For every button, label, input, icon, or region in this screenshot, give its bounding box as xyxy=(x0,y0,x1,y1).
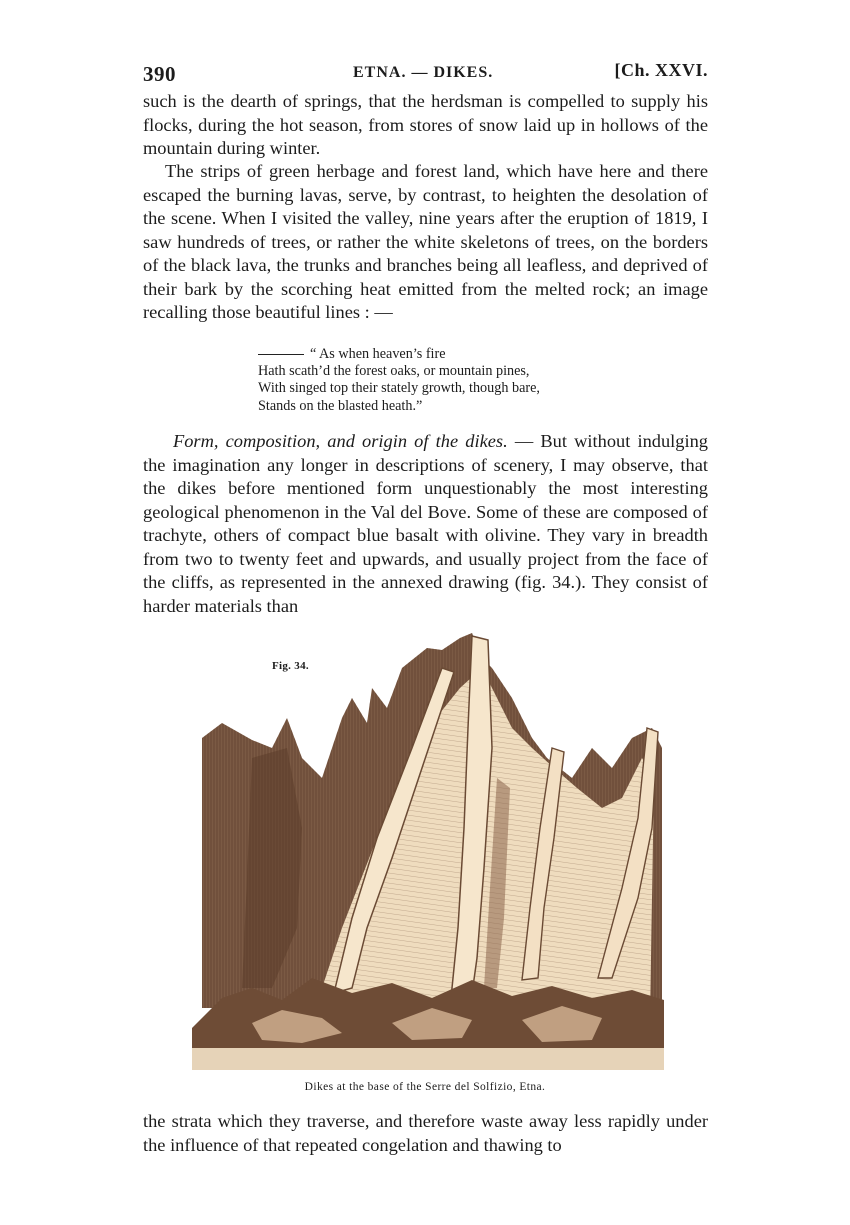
paragraph-dikes xyxy=(143,430,708,618)
dikes-engraving xyxy=(192,628,664,1070)
quote-line-1 xyxy=(258,346,638,363)
poetry-quote xyxy=(258,346,638,415)
section-heading: Form, composition, and origin of the dikes. xyxy=(173,431,508,451)
figure-label: Fig. 34. xyxy=(272,660,309,672)
paragraph-text: the strata which they traverse, and therefore waste away less rapidly under the influence of that repeated congelation and thawing to xyxy=(143,1111,708,1155)
page-number: 390 xyxy=(143,62,176,86)
paragraph-springs xyxy=(143,90,708,161)
quote-line-4: Stands on the blasted heath.” xyxy=(258,397,423,414)
foreground-base xyxy=(192,1048,664,1070)
quote-line-3: With singed top their stately growth, though bare, xyxy=(258,380,540,397)
paragraph-text: The strips of green herbage and forest land, which have here and there escaped the burning lavas, serve, by contrast, to heighten the desolation of the scene. When I visited the valley, nine years after the eruption of 1819, I saw hundreds of trees, or rather the white skeletons of trees, on the borders of the black lava, the trunks and branches being all leafless, and deprived of their bark by the scorching heat emitted from the melted rock; an image recalling those beautiful lines : — xyxy=(143,161,708,322)
chapter-reference: [Ch. XXVI. xyxy=(614,60,708,80)
running-head xyxy=(143,58,708,90)
quote-line-1-text: “ As when heaven’s fire xyxy=(310,346,446,362)
running-title: ETNA. — DIKES. xyxy=(353,64,494,81)
paragraph-text xyxy=(143,430,708,618)
em-rule xyxy=(258,354,304,355)
paragraph-continuation xyxy=(143,1110,708,1157)
figure-caption: Dikes at the base of the Serre del Solfizio, Etna. xyxy=(304,1081,546,1093)
paragraph-forest xyxy=(143,160,708,325)
paragraph-body: — But without indulging the imagination any longer in descriptions of scenery, I may observe, that the dikes before mentioned form unquestionably the most interesting geological phenomenon in the Val del Bove. Some of these are composed of trachyte, others of compact blue basalt with olivine. They vary in breadth from two to twenty feet and upwards, and usually project from the face of the cliffs, as represented in the annexed drawing (fig. 34.). They consist of harder materials than xyxy=(143,431,708,616)
paragraph-text: such is the dearth of springs, that the herdsman is compelled to supply his flocks, during the hot season, from stores of snow laid up in hollows of the mountain during winter. xyxy=(143,91,708,158)
quote-line-2: Hath scath’d the forest oaks, or mountain pines, xyxy=(258,363,530,380)
